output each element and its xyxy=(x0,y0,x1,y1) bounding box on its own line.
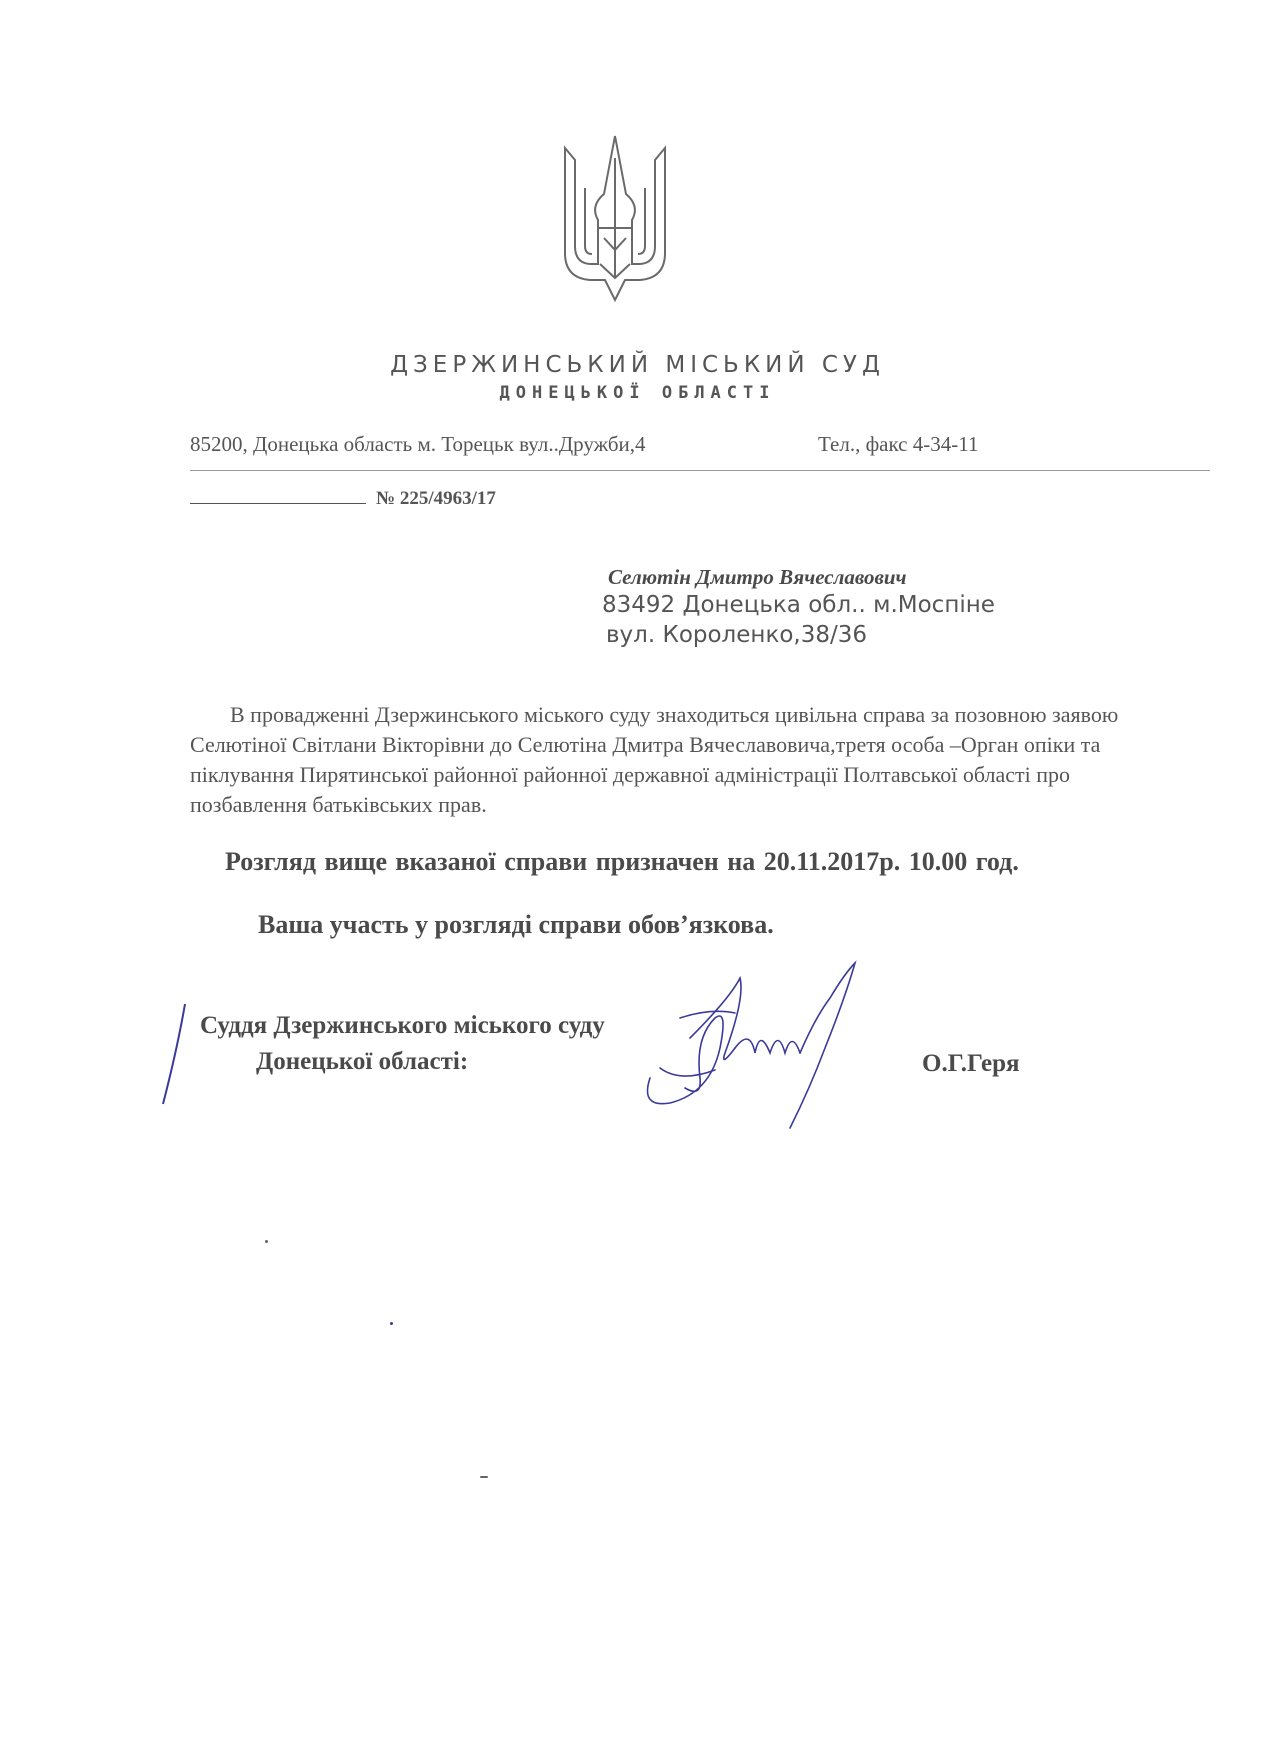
scan-speck xyxy=(390,1322,393,1325)
outgoing-number-line xyxy=(190,488,496,510)
margin-pen-mark xyxy=(155,1000,195,1110)
mandatory-notice: Ваша участь у розгляді справи обов’язкова. xyxy=(258,910,774,939)
recipient-name: Селютін Дмитро Вячеславович xyxy=(608,565,907,589)
hearing-notice: Розгляд вище вказаної справи призначен на 20.11.2017р. 10.00 год. xyxy=(225,847,1019,876)
handwritten-signature xyxy=(640,958,910,1138)
tryzub-emblem-icon xyxy=(560,128,670,303)
judge-region: Донецької області: xyxy=(256,1048,469,1075)
outgoing-date-blank xyxy=(190,489,366,504)
court-region: ДОНЕЦЬКОЇ ОБЛАСТІ xyxy=(499,383,776,403)
judge-name: О.Г.Геря xyxy=(922,1050,1020,1077)
scan-speck xyxy=(265,1240,268,1243)
judge-title: Суддя Дзержинського міського суду xyxy=(200,1012,605,1039)
recipient-address-line1: 83492 Донецька обл.. м.Моспіне xyxy=(602,592,995,618)
recipient-address-line2: вул. Короленко,38/36 xyxy=(606,622,868,648)
scan-speck xyxy=(480,1476,488,1478)
court-name: ДЗЕРЖИНСЬКИЙ МІСЬКИЙ СУД xyxy=(390,352,885,378)
body-paragraph: В провадженні Дзержинського міського суду знаходиться цивільна справа за позовною заявою Селютіної Світлани Вікторівни до Селютіна Дмитра Вячеславовича,третя особа –Орган опіки та піклування Пирятинської районної районної державної адміністрації Полтавської області про позбавлення батьківських прав. xyxy=(190,702,1119,817)
header-divider xyxy=(190,470,1210,471)
court-phone: Тел., факс 4-34-11 xyxy=(818,432,979,456)
court-address: 85200, Донецька область м. Торецьк вул..Дружби,4 xyxy=(190,432,646,456)
letter-body xyxy=(190,700,1150,820)
outgoing-number: № 225/4963/17 xyxy=(376,488,496,509)
